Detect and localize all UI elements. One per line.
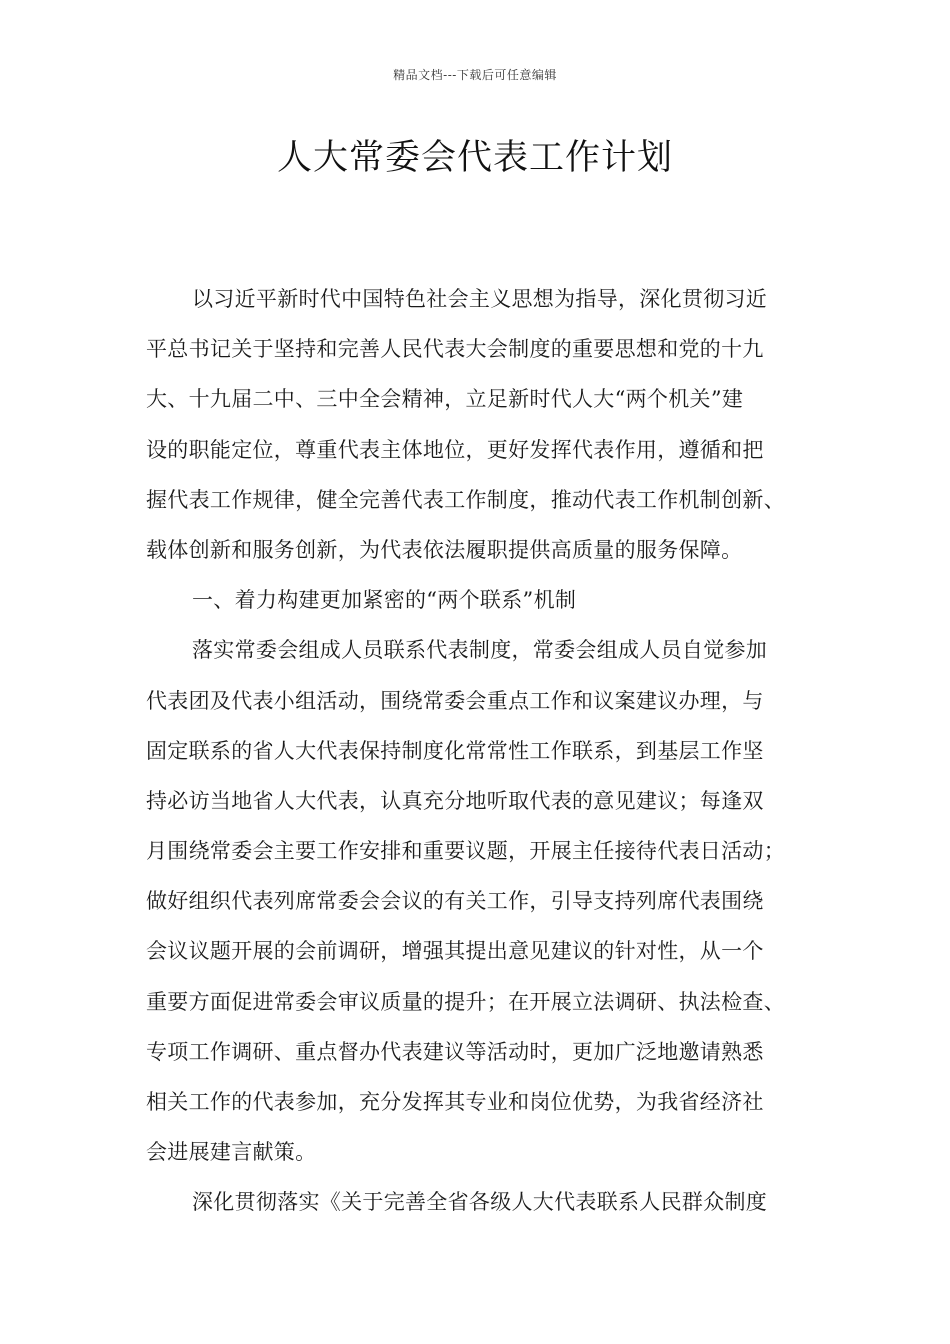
paragraph-line: 持必访当地省人大代表，认真充分地听取代表的意见建议；每逢双 xyxy=(146,788,764,813)
paragraph-line: 相关工作的代表参加，充分发挥其专业和岗位优势，为我省经济社 xyxy=(146,1090,764,1114)
paragraph-line: 专项工作调研、重点督办代表建议等活动时，更加广泛地邀请熟悉 xyxy=(146,1039,764,1064)
paragraph-intro-line: 以习近平新时代中国特色社会主义思想为指导，深化贯彻习近 xyxy=(192,287,768,311)
paragraph-intro-line: 平总书记关于坚持和完善人民代表大会制度的重要思想和党的十九 xyxy=(146,337,764,362)
paragraph-intro-line: 大、十九届二中、三中全会精神，立足新时代人大“两个机关”建 xyxy=(146,387,744,412)
paragraph-line: 深化贯彻落实《关于完善全省各级人大代表联系人民群众制度 xyxy=(192,1190,768,1215)
paragraph-line: 月围绕常委会主要工作安排和重要议题，开展主任接待代表日活动； xyxy=(146,839,785,864)
paragraph-intro-line: 载体创新和服务创新，为代表依法履职提供高质量的服务保障。 xyxy=(146,537,743,562)
paragraph-line: 重要方面促进常委会审议质量的提升；在开展立法调研、执法检查、 xyxy=(146,989,785,1014)
document-body xyxy=(146,274,808,1228)
paragraph-intro-line: 握代表工作规律，健全完善代表工作制度，推动代表工作机制创新、 xyxy=(146,487,785,512)
paragraph-line: 落实常委会组成人员联系代表制度，常委会组成人员自觉参加 xyxy=(192,638,768,663)
header-note: 精品文档---下载后可任意编辑 xyxy=(393,68,557,82)
paragraph-intro-line: 设的职能定位，尊重代表主体地位，更好发挥代表作用，遵循和把 xyxy=(146,437,764,462)
paragraph-line: 代表团及代表小组活动，围绕常委会重点工作和议案建议办理，与 xyxy=(146,688,764,713)
paragraph-line: 做好组织代表列席常委会会议的有关工作，引导支持列席代表围绕 xyxy=(146,889,764,914)
paragraph-line: 会议议题开展的会前调研，增强其提出意见建议的针对性，从一个 xyxy=(146,939,764,964)
paragraph-line: 固定联系的省人大代表保持制度化常常性工作联系，到基层工作坚 xyxy=(146,738,764,763)
document-title: 人大常委会代表工作计划 xyxy=(276,138,673,178)
paragraph-line: 会进展建言献策。 xyxy=(146,1140,317,1165)
section-heading: 一、着力构建更加紧密的“两个联系”机制 xyxy=(192,588,577,613)
